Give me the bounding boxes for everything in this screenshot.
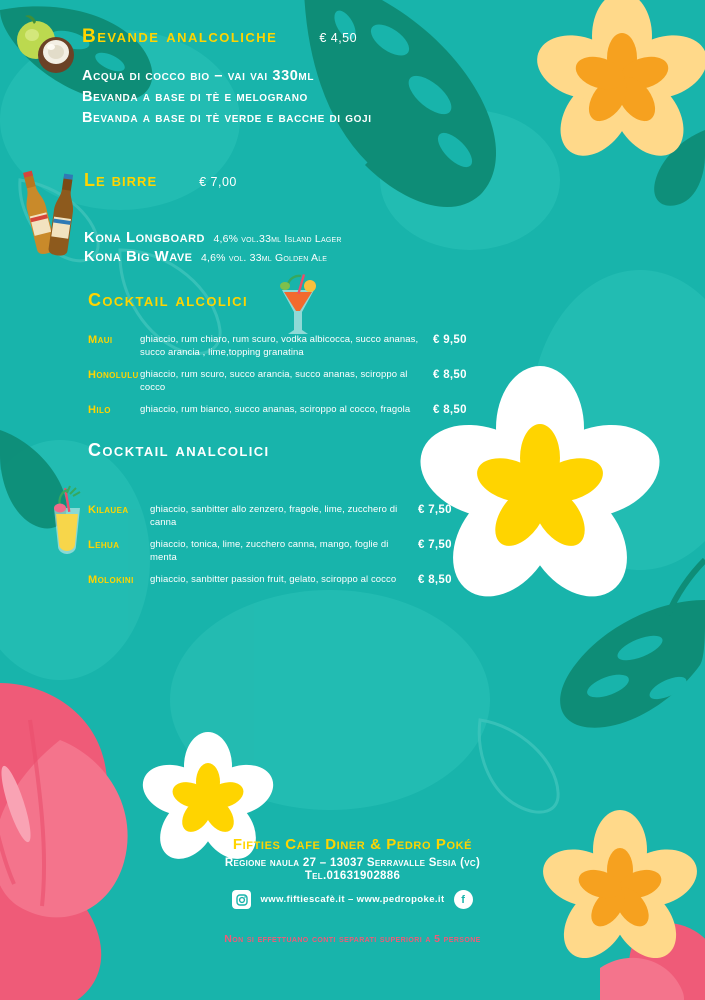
footer — [0, 836, 705, 945]
coconut-illustration — [12, 14, 78, 80]
footer-address: Regione naula 27 – 13037 Serravalle Sesia (vc) — [224, 857, 481, 869]
cocktail-price: € 8,50 — [418, 574, 452, 586]
section-cocktail-alcolici — [88, 290, 648, 426]
cocktail-description: ghiaccio, rum chiaro, rum scuro, vodka albicocca, succo ananas, succo arancia , lime,topping granatina — [140, 334, 419, 358]
cocktail-price: € 9,50 — [433, 334, 467, 346]
footer-business-name: Fifties Cafe Diner & Pedro Poké — [232, 836, 473, 853]
cocktail-description: ghiaccio, tonica, lime, zucchero canna, mango, foglie di menta — [150, 539, 389, 563]
cocktail-name: Hilo — [88, 404, 111, 416]
section-cocktail-analcolici — [88, 440, 648, 596]
section-title: Cocktail alcolici — [88, 290, 248, 310]
footer-phone: Tel.01631902886 — [304, 870, 401, 882]
section-title: Le birre — [84, 170, 158, 190]
cocktail-description: ghiaccio, rum scuro, succo arancia, succo ananas, sciroppo al cocco — [140, 369, 408, 393]
section-title: Bevande analcoliche — [82, 26, 278, 47]
cocktail-price: € 7,50 — [418, 539, 452, 551]
list-item — [88, 503, 648, 529]
cocktail-description: ghiaccio, sanbitter passion fruit, gelato, sciroppo al cocco — [150, 574, 397, 585]
section-header — [84, 170, 604, 191]
beer-name: Kona Longboard — [84, 229, 205, 246]
list-item: Bevanda a base di tè e melograno — [82, 89, 308, 105]
menu-item-list — [88, 503, 648, 587]
menu-item-list — [88, 333, 648, 417]
menu-item-list — [82, 66, 602, 129]
list-item — [88, 573, 648, 587]
beer-bottles-illustration — [22, 166, 84, 258]
menu-item-list — [84, 229, 604, 267]
footer-note: Non si effettuano conti separati superiori a 5 persone — [224, 933, 481, 945]
beer-description: 4,6% vol. 33ml Golden Ale — [200, 252, 328, 264]
list-item — [84, 248, 604, 267]
list-item — [84, 229, 604, 248]
cocktail-name: Molokini — [88, 574, 134, 586]
cocktail-name: Kilauea — [88, 504, 129, 516]
instagram-icon[interactable] — [232, 890, 251, 909]
cocktail-price: € 8,50 — [433, 404, 467, 416]
cocktail-name: Maui — [88, 334, 113, 346]
cocktail-price: € 8,50 — [433, 369, 467, 381]
list-item — [88, 538, 648, 564]
section-title: Cocktail analcolici — [88, 440, 270, 460]
section-price: € 4,50 — [319, 31, 358, 45]
orange-cocktail-illustration — [272, 272, 324, 340]
cocktail-price: € 7,50 — [418, 504, 452, 516]
footer-website[interactable]: www.fiftiescafè.it – www.pedropoke.it — [260, 894, 445, 905]
section-le-birre — [84, 170, 604, 267]
beer-description: 4,6% vol.33ml Island Lager — [213, 233, 342, 245]
footer-social-row — [0, 890, 705, 909]
cocktail-description: ghiaccio, rum bianco, succo ananas, sciroppo al cocco, fragola — [140, 404, 411, 415]
section-header — [82, 26, 602, 48]
list-item: Acqua di cocco bio – vai vai 330ml — [82, 68, 315, 84]
section-price: € 7,00 — [199, 175, 237, 189]
list-item — [88, 368, 648, 394]
facebook-icon[interactable]: f — [454, 890, 473, 909]
list-item — [88, 333, 648, 359]
list-item: Bevanda a base di tè verde e bacche di goji — [82, 110, 372, 126]
yellow-cocktail-illustration — [40, 484, 92, 562]
beer-name: Kona Big Wave — [84, 248, 193, 265]
cocktail-description: ghiaccio, sanbitter allo zenzero, fragole, lime, zucchero di canna — [150, 504, 398, 528]
cocktail-name: Lehua — [88, 539, 120, 551]
section-bevande-analcoliche — [82, 26, 602, 129]
cocktail-name: Honolulu — [88, 369, 139, 381]
list-item — [88, 403, 648, 417]
